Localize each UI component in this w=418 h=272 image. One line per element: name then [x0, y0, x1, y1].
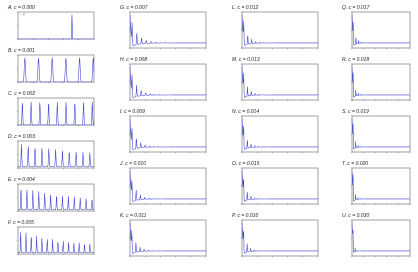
panel-s [342, 109, 410, 153]
panel-label: Q. c = 0.017 [342, 5, 370, 11]
plot-frame [242, 64, 318, 100]
series-line-k [130, 223, 206, 254]
series-line-b [18, 58, 94, 82]
series-line-j [130, 171, 206, 202]
panel-r [342, 57, 410, 101]
series-line-t [352, 171, 410, 201]
series-line-n [242, 119, 318, 150]
panel-d [8, 134, 94, 169]
series-line-e [18, 190, 94, 210]
panel-h [120, 57, 206, 101]
plot-frame [242, 116, 318, 152]
panel-label: T. c = 0.020 [342, 161, 369, 167]
plot-frame [130, 168, 206, 204]
series-line-m [242, 67, 318, 98]
panel-m [232, 57, 318, 101]
series-line-s [352, 119, 410, 149]
panel-label: E. c = 0.004 [8, 177, 35, 183]
panel-j [119, 161, 206, 205]
plot-frame [130, 12, 206, 48]
plot-frame [242, 12, 318, 48]
panel-label: O. c = 0.015 [232, 161, 260, 167]
panel-p [232, 213, 318, 257]
series-line-p [242, 223, 318, 253]
plot-frame [242, 220, 318, 256]
series-line-i [130, 119, 206, 150]
panel-label: A. c = 0.000 [8, 5, 35, 11]
panel-l [232, 5, 318, 49]
panel-t [342, 161, 410, 205]
panel-label: U. c = 0.030 [342, 213, 370, 219]
series-line-r [352, 67, 410, 97]
panel-i [120, 109, 206, 153]
panel-e [8, 177, 94, 212]
panel-label: R. c = 0.018 [342, 57, 370, 63]
series-line-a [18, 15, 94, 39]
series-line-l [242, 15, 318, 45]
panel-label: K. c = 0.011 [120, 213, 147, 219]
plot-frame [130, 220, 206, 256]
panel-label: N. c = 0.014 [232, 109, 260, 115]
plot-frame [18, 227, 94, 254]
plot-frame [18, 55, 94, 82]
panel-label: P. c = 0.016 [232, 213, 259, 219]
plot-frame [18, 12, 94, 39]
series-line-u [352, 223, 410, 253]
panel-label: D. c = 0.003 [8, 134, 36, 140]
series-line-d [18, 144, 94, 166]
series-line-c [18, 102, 94, 125]
panel-b [8, 48, 94, 83]
series-line-h [130, 67, 206, 98]
plot-frame [352, 12, 410, 48]
panel-label: F. c = 0.005 [8, 220, 34, 226]
series-line-o [242, 171, 318, 201]
panel-label: I. c = 0.009 [120, 109, 145, 115]
panel-label: M. c = 0.013 [232, 57, 260, 63]
panel-label: L. c = 0.012 [232, 5, 259, 11]
panel-k [120, 213, 206, 257]
legend-entry: --- P [20, 13, 26, 17]
panel-a [7, 5, 94, 40]
panel-u [342, 213, 410, 257]
plot-frame [242, 168, 318, 204]
panel-g [120, 5, 206, 49]
series-line-q [352, 15, 410, 45]
panel-label: G. c = 0.007 [120, 5, 148, 11]
panel-label: J. c = 0.010 [120, 161, 146, 167]
panel-label: B. c = 0.001 [8, 48, 35, 54]
panel-label: S. c = 0.019 [342, 109, 369, 115]
plot-frame [130, 64, 206, 100]
series-line-g [130, 15, 206, 46]
panel-f [8, 220, 94, 255]
panel-label: C. c = 0.002 [8, 91, 36, 97]
panel-n [232, 109, 318, 153]
panel-o [232, 161, 318, 205]
series-line-f [18, 232, 94, 252]
plot-frame [352, 220, 410, 256]
panel-q [342, 5, 410, 49]
panel-label: H. c = 0.008 [120, 57, 148, 63]
panel-c [8, 91, 94, 126]
